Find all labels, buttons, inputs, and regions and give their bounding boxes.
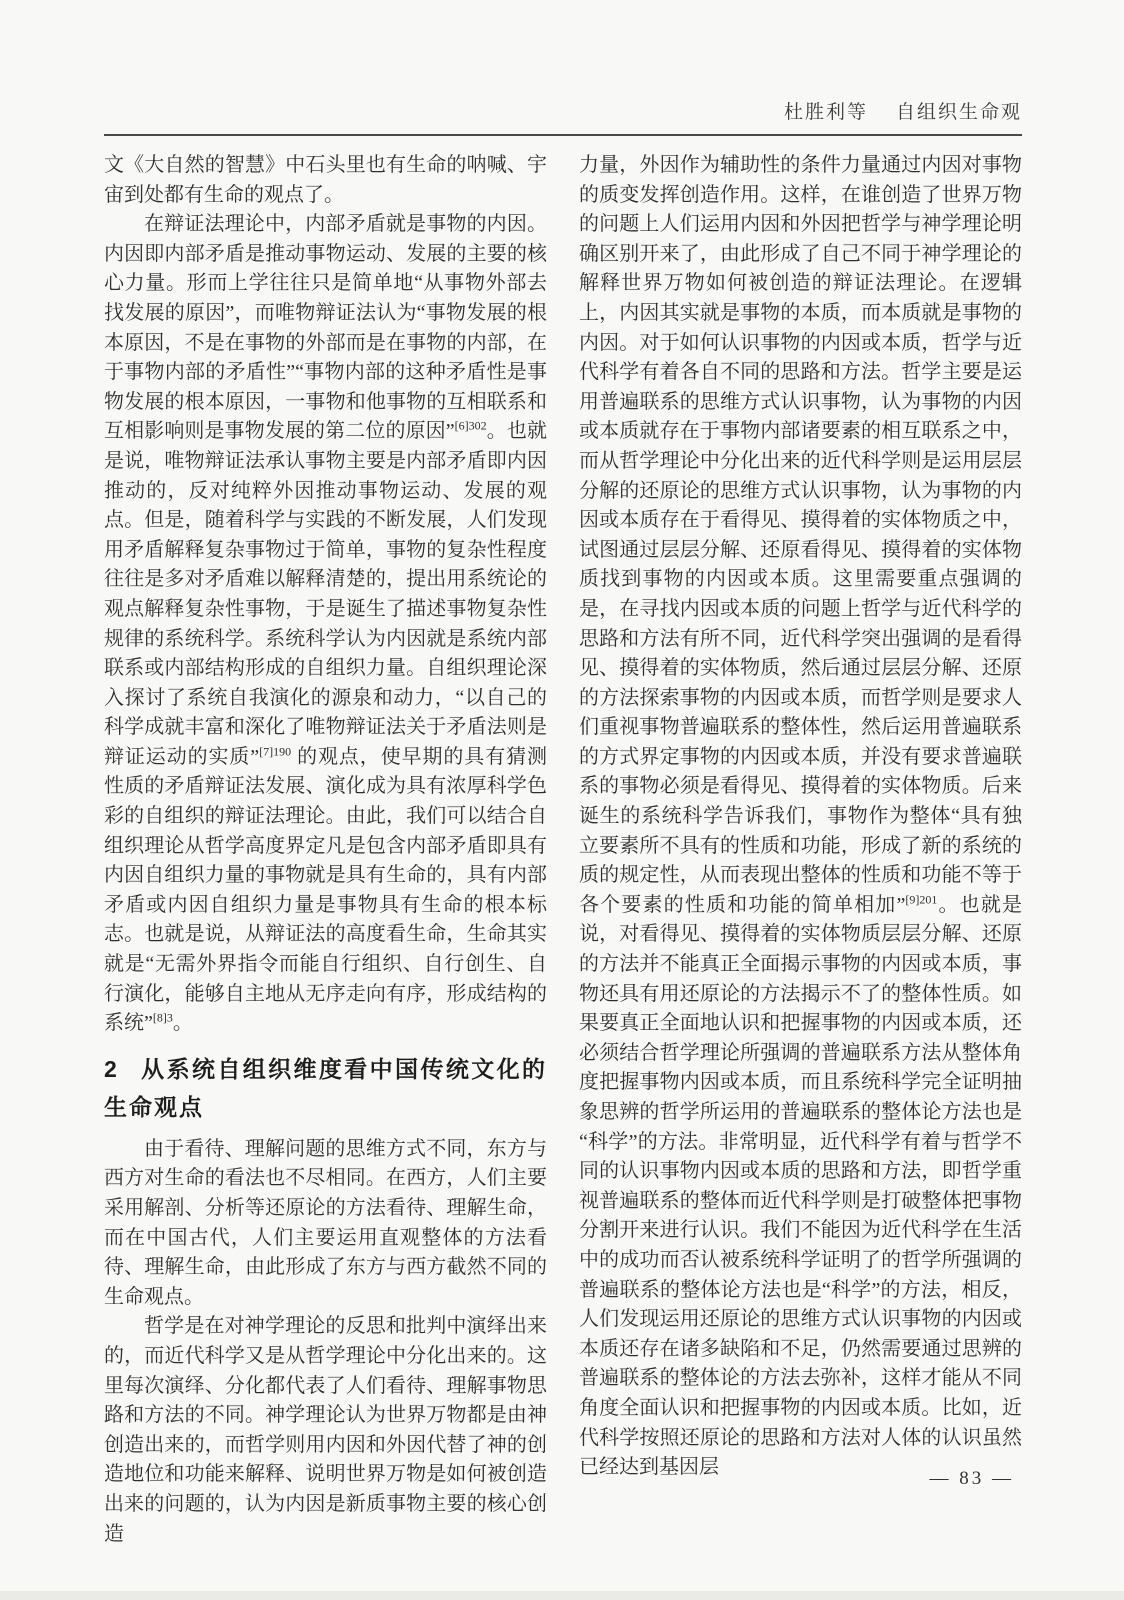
right-column [579,151,1022,1483]
citation-superscript: [6]302 [454,418,487,433]
section-number: 2 [104,1055,117,1082]
citation-superscript: [8]3 [152,1010,173,1025]
left-column [104,151,547,1549]
section-heading: 2 从系统自组织维度看中国传统文化的生命观点 [104,1055,547,1120]
body-paragraph: 力量，外因作为辅助性的条件力量通过内因对事物的质变发挥创造作用。这样，在谁创造了世界万物的问题上人们运用内因和外因把哲学与神学理论明确区别开来了，由此形成了自己不同于神学理论的解释世界万物如何被创造的辩证法理论。在逻辑上，内因其实就是事物的本质，而本质就是事物的内因。对于如何认识事物的内因或本质，哲学与近代科学有着各自不同的思路和方法。哲学主要是运用普遍联系的思维方式认识事物，认为事物的内因或本质就存在于事物内部诸要素的相互联系之中，而从哲学理论中分化出来的近代科学则是运用层层分解的还原论的思维方式认识事物，认为事物的内因或本质存在于看得见、摸得着的实体物质之中，试图通过层层分解、还原看得见、摸得着的实体物质找到事物的内因或本质。这里需要重点强调的是，在寻找内因或本质的问题上哲学与近代科学的思路和方法有所不同，近代科学突出强调的是看得见、摸得着的实体物质，然后通过层层分解、还原的方法探索事物的内因或本质，而哲学则是要求人们重视事物普遍联系的整体性，然后运用普遍联系的方式界定事物的内因或本质，并没有要求普遍联系的事物必须是看得见、摸得着的实体物质。后来诞生的系统科学告诉我们，事物作为整体“具有独立要素所不具有的性质和功能，形成了新的系统的质的规定性，从而表现出整体的性质和功能不等于各个要素的性质和功能的简单相加”$^{[9]201}$。也就是说，对看得见、摸得着的实体物质层层分解、还原的方法并不能真正全面揭示事物的内因或本质，事物还具有用还原论的方法揭示不了的整体性质。如果要真正全面地认识和把握事物的内因或本质，还必须结合哲学理论所强调的普遍联系方法从整体角度把握事物内因或本质，而且系统科学完全证明抽象思辨的哲学所运用的普遍联系的整体论方法也是“科学”的方法。非常明显，近代科学有着与哲学不同的认识事物内因或本质的思路和方法，即哲学重视普遍联系的整体而近代科学则是打破整体把事物分割开来进行认识。我们不能因为近代科学在生活中的成功而否认被系统科学证明了的哲学所强调的普遍联系的整体论方法也是“科学”的方法，相反，人们发现运用还原论的思维方式认识事物的内因或本质还存在诸多缺陷和不足，仍然需要通过思辨的普遍联系的整体论的方法去弥补，这样才能从不同角度全面认识和把握事物的内因或本质。比如，近代科学按照还原论的思路和方法对人体的认识虽然已经达到基因层 [579,154,1022,1479]
running-head-title: 自组织生命观 [895,102,1022,123]
citation-superscript: [7]190 [259,744,292,759]
running-head [784,97,1022,124]
scan-edge [0,1591,1124,1600]
page-number: — 83 — [929,1468,1014,1489]
text-columns [104,151,1022,1549]
body-paragraph: 哲学是在对神学理论的反思和批判中演绎出来的，而近代科学又是从哲学理论中分化出来的。这里每次演绎、分化都代表了人们看待、理解事物思路和方法的不同。神学理论认为世界万物都是由神创造出来的，而哲学则用内因和外因代替了神的创造地位和功能来解释、说明世界万物是如何被创造出来的问题的，认为内因是新质事物主要的核心创造 [104,1315,547,1545]
body-paragraph: 在辩证法理论中，内部矛盾就是事物的内因。内因即内部矛盾是推动事物运动、发展的主要的核心力量。形而上学往往只是简单地“从事物外部去找发展的原因”，而唯物辩证法认为“事物发展的根本原因，不是在事物的外部而是在事物的内部，在于事物内部的矛盾性”“事物内部的这种矛盾性是事物发展的根本原因，一事物和他事物的互相联系和互相影响则是事物发展的第二位的原因”$^{[6]302}$。也就是说，唯物辩证法承认事物主要是内部矛盾即内因推动的，反对纯粹外因推动事物运动、发展的观点。但是，随着科学与实践的不断发展，人们发现用矛盾解释复杂事物过于简单，事物的复杂性程度往往是多对矛盾难以解释清楚的，提出用系统论的观点解释复杂性事物，于是诞生了描述事物复杂性规律的系统科学。系统科学认为内因就是系统内部联系或内部结构形成的自组织力量。自组织理论深入探讨了系统自我演化的源泉和动力，“以自己的科学成就丰富和深化了唯物辩证法关于矛盾法则是辩证运动的实质”$^{[7]190}$ 的观点，使早期的具有猜测性质的矛盾辩证法发展、演化成为具有浓厚科学色彩的自组织的辩证法理论。由此，我们可以结合自组织理论从哲学高度界定凡是包含内部矛盾即具有内因自组织力量的事物就是具有生命的，具有内部矛盾或内因自组织力量是事物具有生命的根本标志。也就是说，从辩证法的高度看生命，生命其实就是“无需外界指令而能自行组织、自行创生、自行演化，能够自主地从无序走向有序，形成结构的系统”$^{[8]3}$。 [104,213,547,1035]
header-rule [104,134,1022,136]
body-paragraph: 文《大自然的智慧》中石头里也有生命的呐喊、宇宙到处都有生命的观点了。 [104,154,547,206]
running-head-authors: 杜胜利等 [783,102,868,123]
body-paragraph: 由于看待、理解问题的思维方式不同，东方与西方对生命的看法也不尽相同。在西方，人们主要采用解剖、分析等还原论的方法看待、理解生命，而在中国古代，人们主要运用直观整体的方法看待、理解生命，由此形成了东方与西方截然不同的生命观点。 [104,1137,547,1308]
citation-superscript: [9]201 [905,892,938,907]
